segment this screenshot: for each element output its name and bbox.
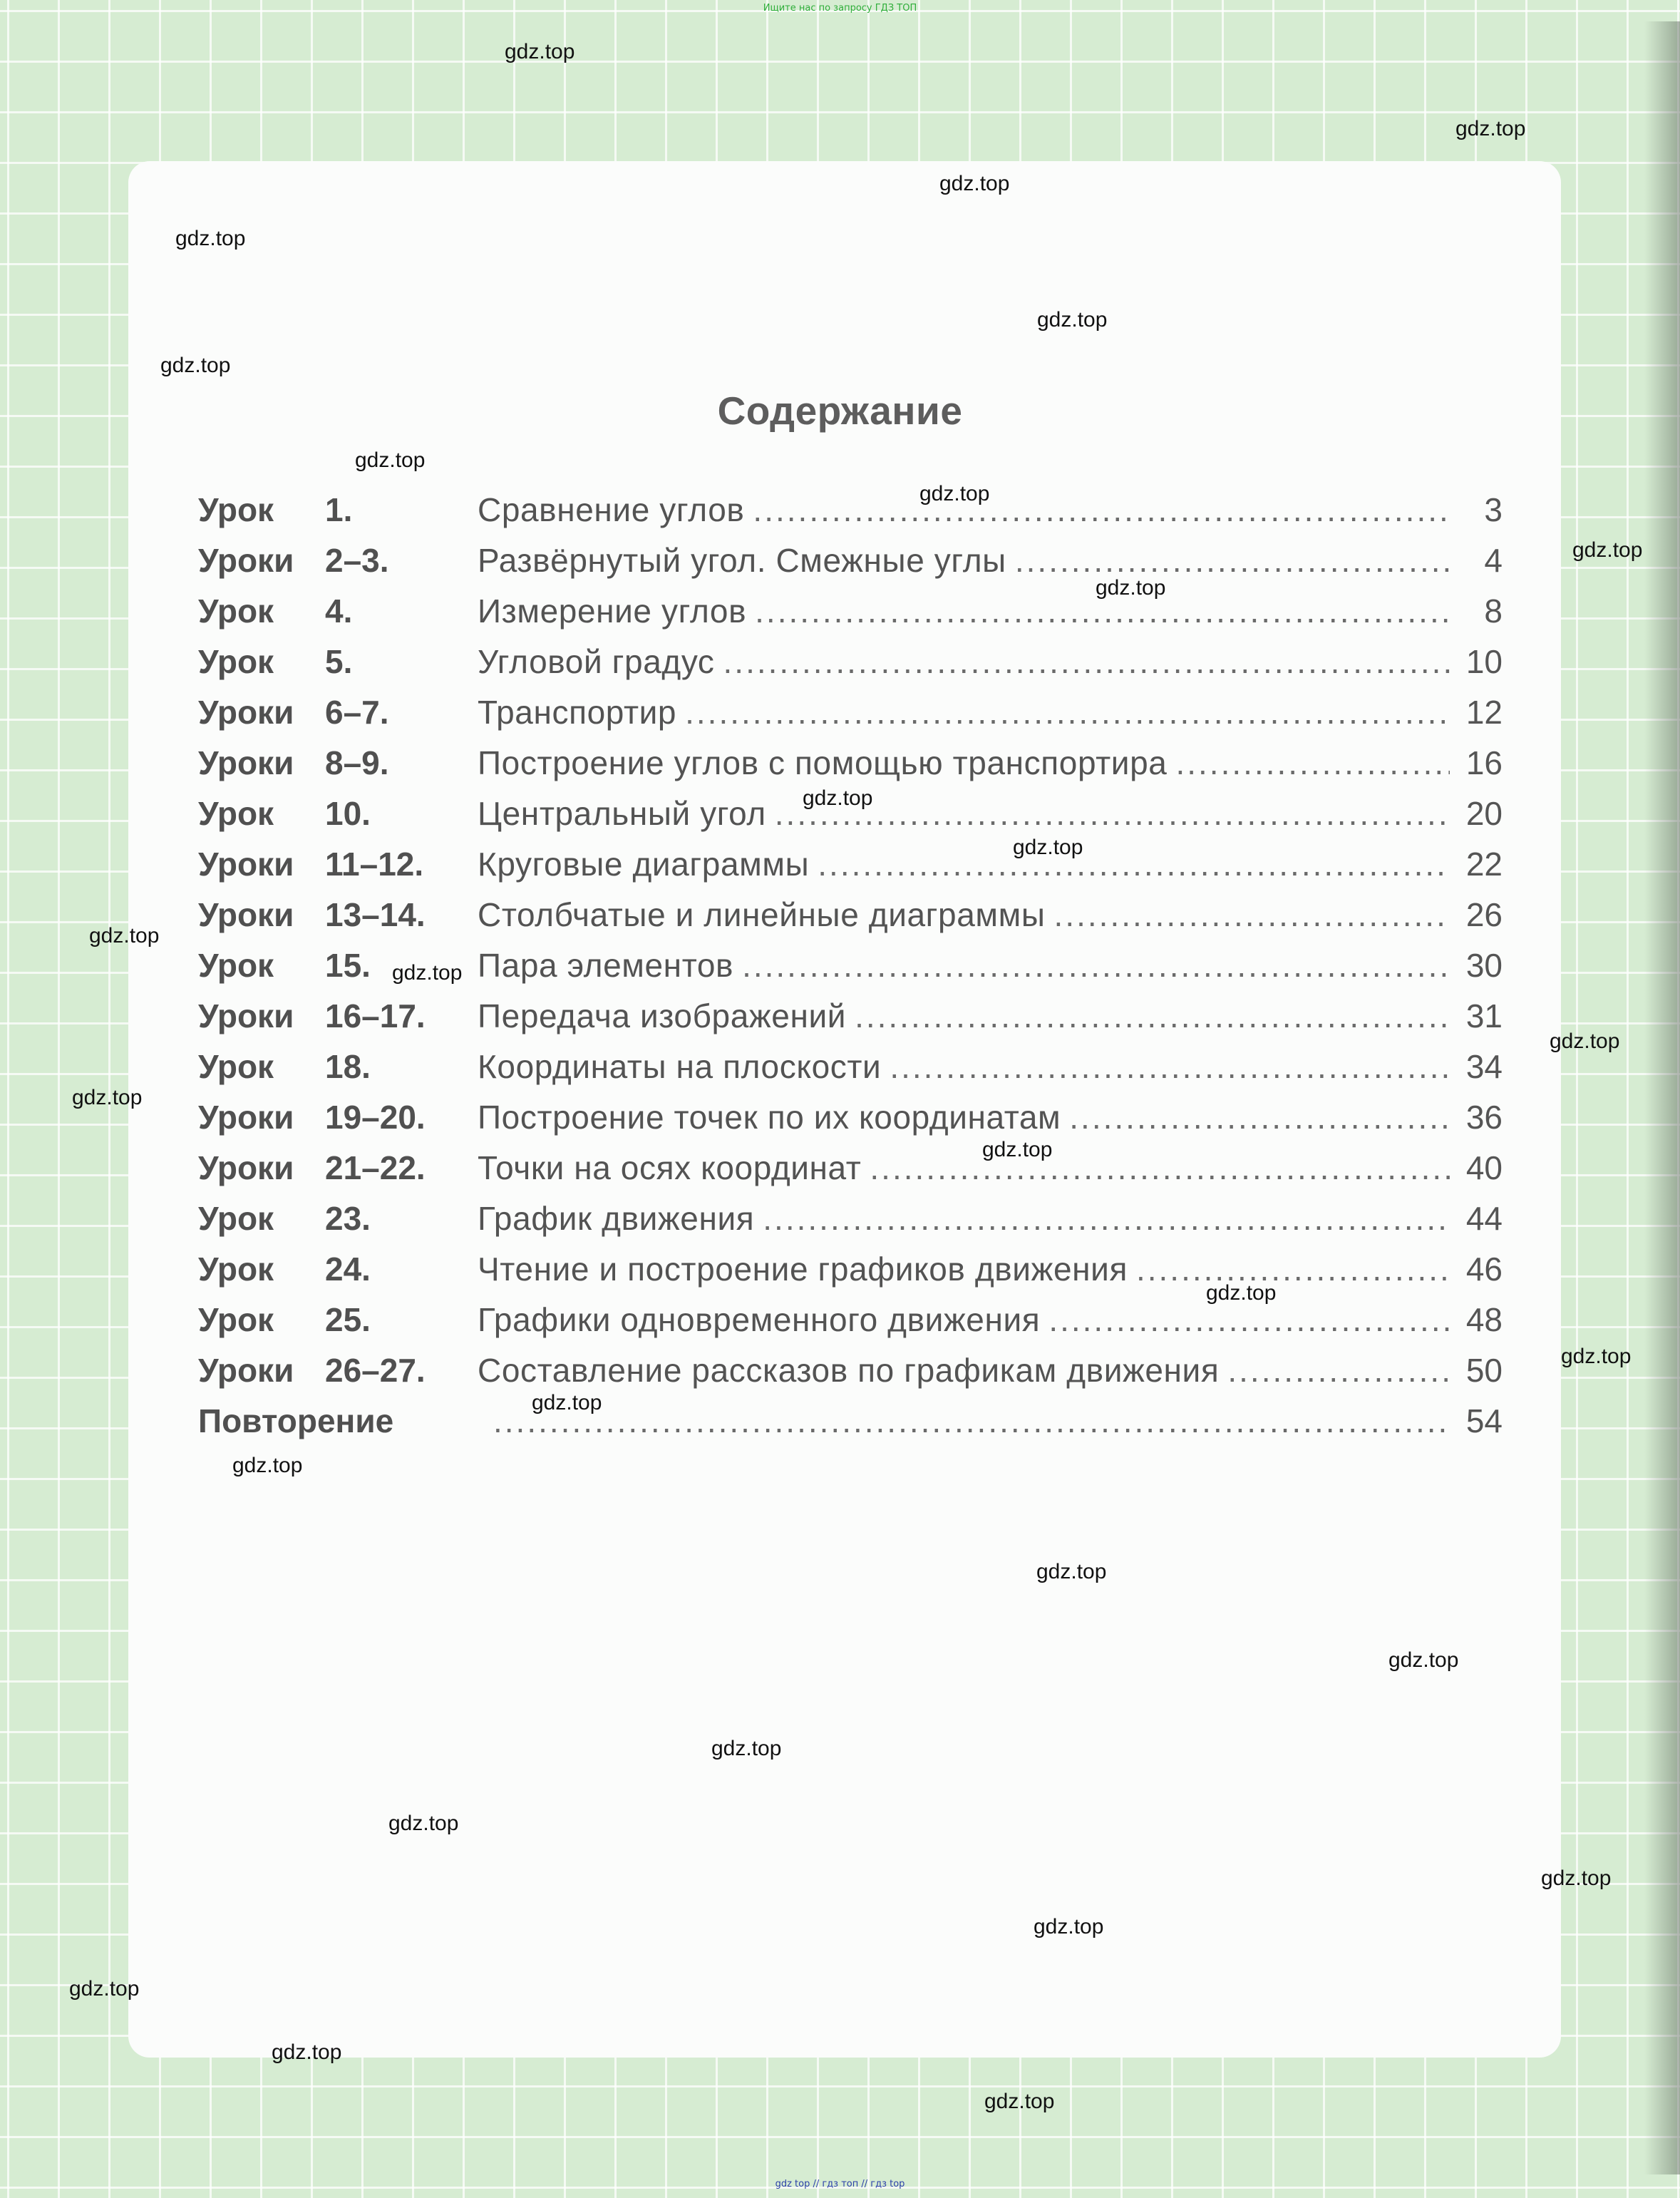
toc-row[interactable] [198, 535, 1503, 586]
toc-page-number: 36 [1465, 1099, 1503, 1136]
toc-page-number: 22 [1465, 846, 1503, 883]
toc-lesson-num: 24. [325, 1251, 371, 1288]
toc-lesson-num: 16–17. [325, 997, 426, 1034]
toc-page-number: 31 [1465, 997, 1503, 1034]
toc-lesson-number [198, 890, 478, 940]
watermark-text: gdz.top [1034, 1915, 1104, 1938]
toc-leader-dots [493, 1396, 1450, 1447]
toc-leader-dots [1054, 890, 1450, 940]
toc-row[interactable] [198, 738, 1503, 789]
toc-row[interactable] [198, 637, 1503, 687]
toc-lesson-keyword: Уроки [198, 1099, 294, 1136]
toc-leader-dots [1069, 1092, 1450, 1143]
toc-leader-dots [763, 1193, 1450, 1244]
toc-row[interactable] [198, 991, 1503, 1042]
toc-row[interactable] [198, 1042, 1503, 1092]
watermark-text: gdz.top [1572, 538, 1643, 562]
toc-page-number: 46 [1465, 1251, 1503, 1288]
toc-lesson-num: 4. [325, 592, 353, 630]
watermark-text: gdz.top [1550, 1029, 1620, 1053]
toc-lesson-num: 10. [325, 795, 371, 832]
toc-row[interactable] [198, 586, 1503, 637]
toc-page-number: 10 [1465, 643, 1503, 680]
toc-page-number: 48 [1465, 1301, 1503, 1338]
watermark-text: gdz.top [1388, 1648, 1459, 1672]
toc-lesson-num: 26–27. [325, 1352, 426, 1389]
toc-row[interactable] [198, 890, 1503, 940]
toc-leader-dots [890, 1042, 1450, 1092]
toc-lesson-keyword: Урок [198, 1251, 274, 1288]
toc-page-number: 20 [1465, 795, 1503, 832]
toc-title: Развёрнутый угол. Смежные углы [478, 542, 1006, 579]
toc-lesson-number [198, 687, 478, 738]
toc-row[interactable] [198, 839, 1503, 890]
toc-lesson-number [198, 738, 478, 789]
toc-page-number: 40 [1465, 1149, 1503, 1186]
toc-title: Угловой градус [478, 643, 715, 680]
toc-page-number: 8 [1484, 592, 1503, 630]
toc-row[interactable] [198, 1295, 1503, 1345]
watermark-text: gdz.top [1096, 576, 1166, 600]
toc-row[interactable] [198, 1092, 1503, 1143]
watermark-text: gdz.top [1561, 1345, 1632, 1368]
toc-lesson-keyword: Уроки [198, 694, 294, 731]
toc-leader-dots [1175, 738, 1450, 789]
watermark-text: gdz.top [232, 1454, 303, 1477]
watermark-text: gdz.top [505, 40, 575, 63]
toc-leader-dots [855, 991, 1450, 1042]
toc-lesson-keyword: Урок [198, 795, 274, 832]
watermark-text: gdz.top [72, 1086, 143, 1109]
toc-lesson-number [198, 637, 478, 687]
toc-lesson-keyword: Уроки [198, 896, 294, 933]
toc-lesson-keyword: Урок [198, 1301, 274, 1338]
toc-lesson-keyword: Уроки [198, 1352, 294, 1389]
toc-title: Пара элементов [478, 947, 734, 984]
toc-title: Круговые диаграммы [478, 846, 810, 883]
toc-lesson-num: 21–22. [325, 1149, 426, 1186]
toc-row[interactable] [198, 1143, 1503, 1193]
toc-title: Координаты на плоскости [478, 1048, 882, 1085]
toc-leader-dots [775, 789, 1450, 839]
toc-title: Точки на осях координат [478, 1149, 862, 1186]
book-spine-shadow [1644, 21, 1680, 2174]
toc-page-number: 34 [1465, 1048, 1503, 1085]
toc-lesson-number [198, 991, 478, 1042]
toc-lesson-num: 11–12. [325, 846, 424, 883]
watermark-text: gdz.top [388, 1812, 459, 1835]
toc-page-number: 54 [1465, 1402, 1503, 1439]
toc-lesson-number [198, 1295, 478, 1345]
toc-leader-dots [753, 485, 1450, 535]
toc-row[interactable] [198, 1193, 1503, 1244]
toc-lesson-number [198, 586, 478, 637]
toc-lesson-keyword: Уроки [198, 997, 294, 1034]
toc-page-number: 50 [1465, 1352, 1503, 1389]
watermark-text: gdz.top [272, 2040, 342, 2064]
watermark-text: gdz.top [89, 924, 160, 947]
toc-leader-dots [742, 940, 1450, 991]
toc-lesson-keyword: Уроки [198, 1149, 294, 1186]
toc-lesson-keyword: Урок [198, 643, 274, 680]
toc-lesson-number [198, 1092, 478, 1143]
watermark-text: gdz.top [1541, 1866, 1612, 1890]
watermark-text: gdz.top [355, 448, 426, 472]
watermark-text: gdz.top [392, 961, 463, 985]
toc-title: Центральный угол [478, 795, 766, 832]
toc-title: Передача изображений [478, 997, 847, 1034]
toc-lesson-number [198, 1042, 478, 1092]
toc-lesson-keyword: Уроки [198, 846, 294, 883]
toc-leader-dots [685, 687, 1450, 738]
toc-title: Транспортир [478, 694, 677, 731]
watermark-text: gdz.top [984, 2090, 1055, 2113]
toc-lesson-keyword: Урок [198, 491, 274, 528]
toc-title: Сравнение углов [478, 491, 745, 528]
toc-lesson-num: 1. [325, 491, 353, 528]
toc-leader-dots [1136, 1244, 1450, 1295]
watermark-text: gdz.top [939, 172, 1010, 195]
toc-row[interactable] [198, 1244, 1503, 1295]
toc-lesson-number [198, 1244, 478, 1295]
toc-lesson-num: 25. [325, 1301, 371, 1338]
watermark-text: gdz.top [919, 482, 990, 505]
toc-lesson-number [198, 789, 478, 839]
toc-page-number: 44 [1465, 1200, 1503, 1237]
page-title: Содержание [717, 389, 963, 433]
toc-lesson-keyword: Урок [198, 947, 274, 984]
toc-leader-dots [818, 839, 1450, 890]
toc-lesson-number [198, 839, 478, 890]
toc-page-number: 12 [1465, 694, 1503, 731]
toc-title: Столбчатые и линейные диаграммы [478, 896, 1046, 933]
toc-row[interactable] [198, 1345, 1503, 1396]
toc-leader-dots [723, 637, 1450, 687]
toc-lesson-num: 8–9. [325, 744, 389, 781]
toc-lesson-keyword: Уроки [198, 744, 294, 781]
watermark-text: gdz.top [1206, 1281, 1277, 1305]
toc-lesson-number [198, 1396, 485, 1447]
toc-lesson-keyword: Уроки [198, 542, 294, 579]
toc-lesson-keyword: Урок [198, 1048, 274, 1085]
toc-lesson-keyword: Урок [198, 1200, 274, 1237]
toc-lesson-number [198, 535, 478, 586]
watermark-text: gdz.top [160, 354, 231, 377]
watermark-text: gdz.top [175, 227, 246, 250]
toc-lesson-num: 6–7. [325, 694, 389, 731]
watermark-text: gdz.top [1013, 836, 1083, 859]
toc-title: Чтение и построение графиков движения [478, 1251, 1128, 1288]
toc-row[interactable] [198, 1396, 1503, 1447]
toc-title: Построение углов с помощью транспортира [478, 744, 1168, 781]
toc-page-number: 30 [1465, 947, 1503, 984]
toc-row[interactable] [198, 485, 1503, 535]
toc-row[interactable] [198, 687, 1503, 738]
toc-title: Графики одновременного движения [478, 1301, 1041, 1338]
toc-page-number: 4 [1484, 542, 1503, 579]
toc-lesson-number [198, 1143, 478, 1193]
toc-title: Построение точек по их координатам [478, 1099, 1061, 1136]
toc-lesson-num: 18. [325, 1048, 371, 1085]
toc-lesson-num: 15. [325, 947, 371, 984]
toc-title: График движения [478, 1200, 755, 1237]
watermark-text: gdz.top [1037, 308, 1108, 332]
toc-lesson-num: 5. [325, 643, 353, 680]
watermark-text: gdz.top [1036, 1560, 1107, 1583]
watermark-text: gdz.top [711, 1737, 782, 1760]
bottom-banner: gdz top // гдз топ // гдз top [775, 2179, 905, 2189]
toc-page-number: 26 [1465, 896, 1503, 933]
watermark-text: gdz.top [69, 1977, 140, 2001]
watermark-text: gdz.top [532, 1391, 602, 1414]
toc-lesson-num: 2–3. [325, 542, 389, 579]
toc-lesson-num: 23. [325, 1200, 371, 1237]
toc-lesson-number [198, 485, 478, 535]
toc-page-number: 16 [1465, 744, 1503, 781]
toc-leader-dots [1015, 535, 1450, 586]
toc-lesson-num: 13–14. [325, 896, 426, 933]
toc-page-number: 3 [1484, 491, 1503, 528]
toc-title: Измерение углов [478, 592, 747, 630]
top-banner: Ищите нас по запросу ГДЗ ТОП [763, 3, 917, 14]
toc-lesson-keyword: Урок [198, 592, 274, 630]
toc-lesson-num: 19–20. [325, 1099, 426, 1136]
toc-leader-dots [1227, 1345, 1450, 1396]
toc-lesson-number [198, 1193, 478, 1244]
toc-lesson-number [198, 1345, 478, 1396]
watermark-text: gdz.top [982, 1138, 1053, 1161]
watermark-text: gdz.top [1455, 117, 1526, 140]
toc-title: Составление рассказов по графикам движения [478, 1352, 1220, 1389]
watermark-text: gdz.top [803, 786, 873, 810]
toc-lesson-keyword: Повторение [198, 1402, 394, 1439]
toc-leader-dots [870, 1143, 1450, 1193]
